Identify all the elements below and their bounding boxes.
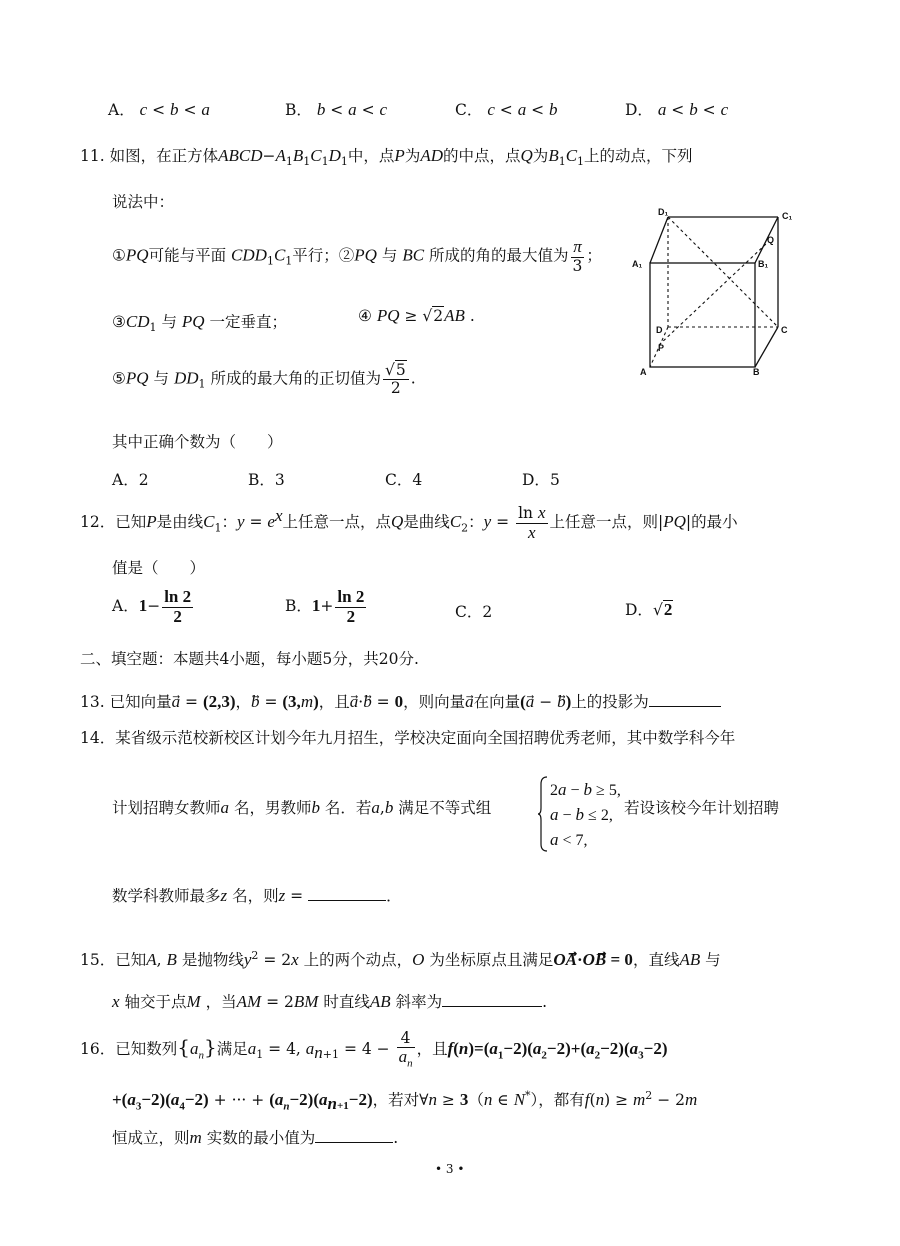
q14-answer-blank[interactable]	[308, 886, 386, 901]
label-d1: D₁	[658, 207, 669, 217]
q14-line2-end: 若设该校今年计划招聘	[624, 799, 780, 817]
diag-d1c	[668, 217, 778, 327]
label-b1: B₁	[758, 259, 769, 269]
q11-question: 其中正确个数为（ ）	[112, 433, 283, 451]
q12-stem: 12．已知P是由线$C_1$：$y = e^x$上任意一点，点Q是曲线$C_2$：y = $\frac{\text{ln x}}{x}$ 上任意一点，则|PQ|的最小	[80, 503, 738, 542]
q14-line3: 数学科教师最多z 名，则z = ．	[112, 886, 402, 905]
label-b: B	[753, 367, 760, 377]
q11-option-b: B．3	[248, 471, 285, 489]
label-a1: A₁	[632, 259, 643, 269]
q11-option-a: A．2	[112, 471, 149, 489]
label-d: D	[656, 325, 663, 335]
q15-answer-blank[interactable]	[442, 992, 542, 1007]
label-p: P	[658, 343, 665, 353]
inequality-system: 2a − b ≥ 5, a − b ≤ 2, a < 7,	[550, 780, 621, 849]
label-a: A	[640, 367, 647, 377]
q10-option-a: A． c < b < a	[108, 100, 210, 119]
q11-stem: 11. 如图，在正方体$ABCD-A_1B_1C_1D_1$中，点P为AD的中点，点Q为$B_1C_1$上的动点，下列	[80, 146, 693, 169]
q10-option-d: D． a < b < c	[625, 100, 729, 119]
q11-option-d: D．5	[522, 471, 560, 489]
q16-line3: 恒成立，则m 实数的最小值为 .	[112, 1128, 399, 1147]
q11-statement-5: ⑤PQ 与 $DD_1$ 所成的最大角的正切值为 $\frac{√5}{2}$ .	[112, 361, 416, 398]
edge-cb	[755, 327, 778, 367]
q14-line2: 计划招聘女教师a 名，男教师b 名．若a,b 满足不等式组	[112, 798, 492, 817]
label-q: Q	[767, 235, 775, 245]
q14-line1: 14．某省级示范校新校区计划今年九月招生，学校决定面向全国招聘优秀老师，其中数学科今年	[80, 729, 736, 747]
front-face	[650, 263, 755, 367]
q13-stem: 13. 已知向量a⃗ = (2,3)，b⃗ = (3,m)，且a⃗·b⃗ = 0，则向量a在向量(a⃗ − b)上的投影为	[80, 690, 721, 712]
q11-statement-4: ④ PQ ≥ √2AB .	[358, 306, 475, 325]
q15-line2: x 轴交于点M ，当AM = 2BM 时直线AB 斜率为 .	[112, 992, 548, 1011]
q12-line2: 值是（ ）	[112, 559, 206, 577]
q12-option-c: C．2	[455, 603, 493, 621]
page-number: • 3 •	[435, 1162, 465, 1176]
q11-statement-3: $③CD_1$ 与 PQ 一定垂直；	[112, 312, 288, 335]
q16-answer-blank[interactable]	[315, 1128, 393, 1143]
q11-statement-1-2: ①PQ可能与平面 $CDD_1C_1$平行；②PQ 与 BC 所成的角的最大值为 $\frac{\pi}{3}$ ；	[112, 237, 602, 275]
section-2-title: 二、填空题：本题共4小题，每小题5分，共20分.	[80, 650, 419, 668]
q16-line2: $+(a_3-2)(a_4-2)$ + ··· + $(a_n-2)(a_{n+1}-2)$，若对∀n ≥ 3（n ∈ N*），都有$f(n) \ge m^2 - 2m$	[112, 1088, 698, 1114]
q13-answer-blank[interactable]	[649, 692, 721, 707]
label-c1: C₁	[782, 211, 793, 221]
label-c: C	[781, 325, 788, 335]
system-brace	[538, 776, 548, 852]
q11-option-c: C．4	[385, 471, 423, 489]
q12-option-d: D．√2	[625, 600, 673, 619]
q10-option-b: B． b < a < c	[285, 100, 388, 119]
q11-line2: 说法中：	[112, 193, 175, 211]
q10-option-c: C． c < a < b	[455, 100, 558, 119]
edge-d1a1	[650, 217, 668, 263]
q12-option-b: B．1+ $\frac{\ln 2}{2}$	[285, 587, 365, 626]
q12-option-a: A．1− $\frac{\ln 2}{2}$	[112, 587, 192, 626]
cube-figure	[630, 205, 800, 380]
segment-pq	[659, 243, 767, 345]
q16-line1: 16．已知数列$\{a_n\}$满足$a_1 = 4$, $a_{n+1} = 4$ − $\frac{4}{a_n}$ ，且$f(n)=(a_1-2)(a_2-2)+(a_2-2)(a_3-2)$	[80, 1029, 668, 1070]
q15-line1: 15．已知A, B 是抛物线$y^2 = 2x$ 上的两个动点，O 为坐标原点且满足OA⃗·OB⃗ = 0，直线AB 与	[80, 948, 721, 969]
